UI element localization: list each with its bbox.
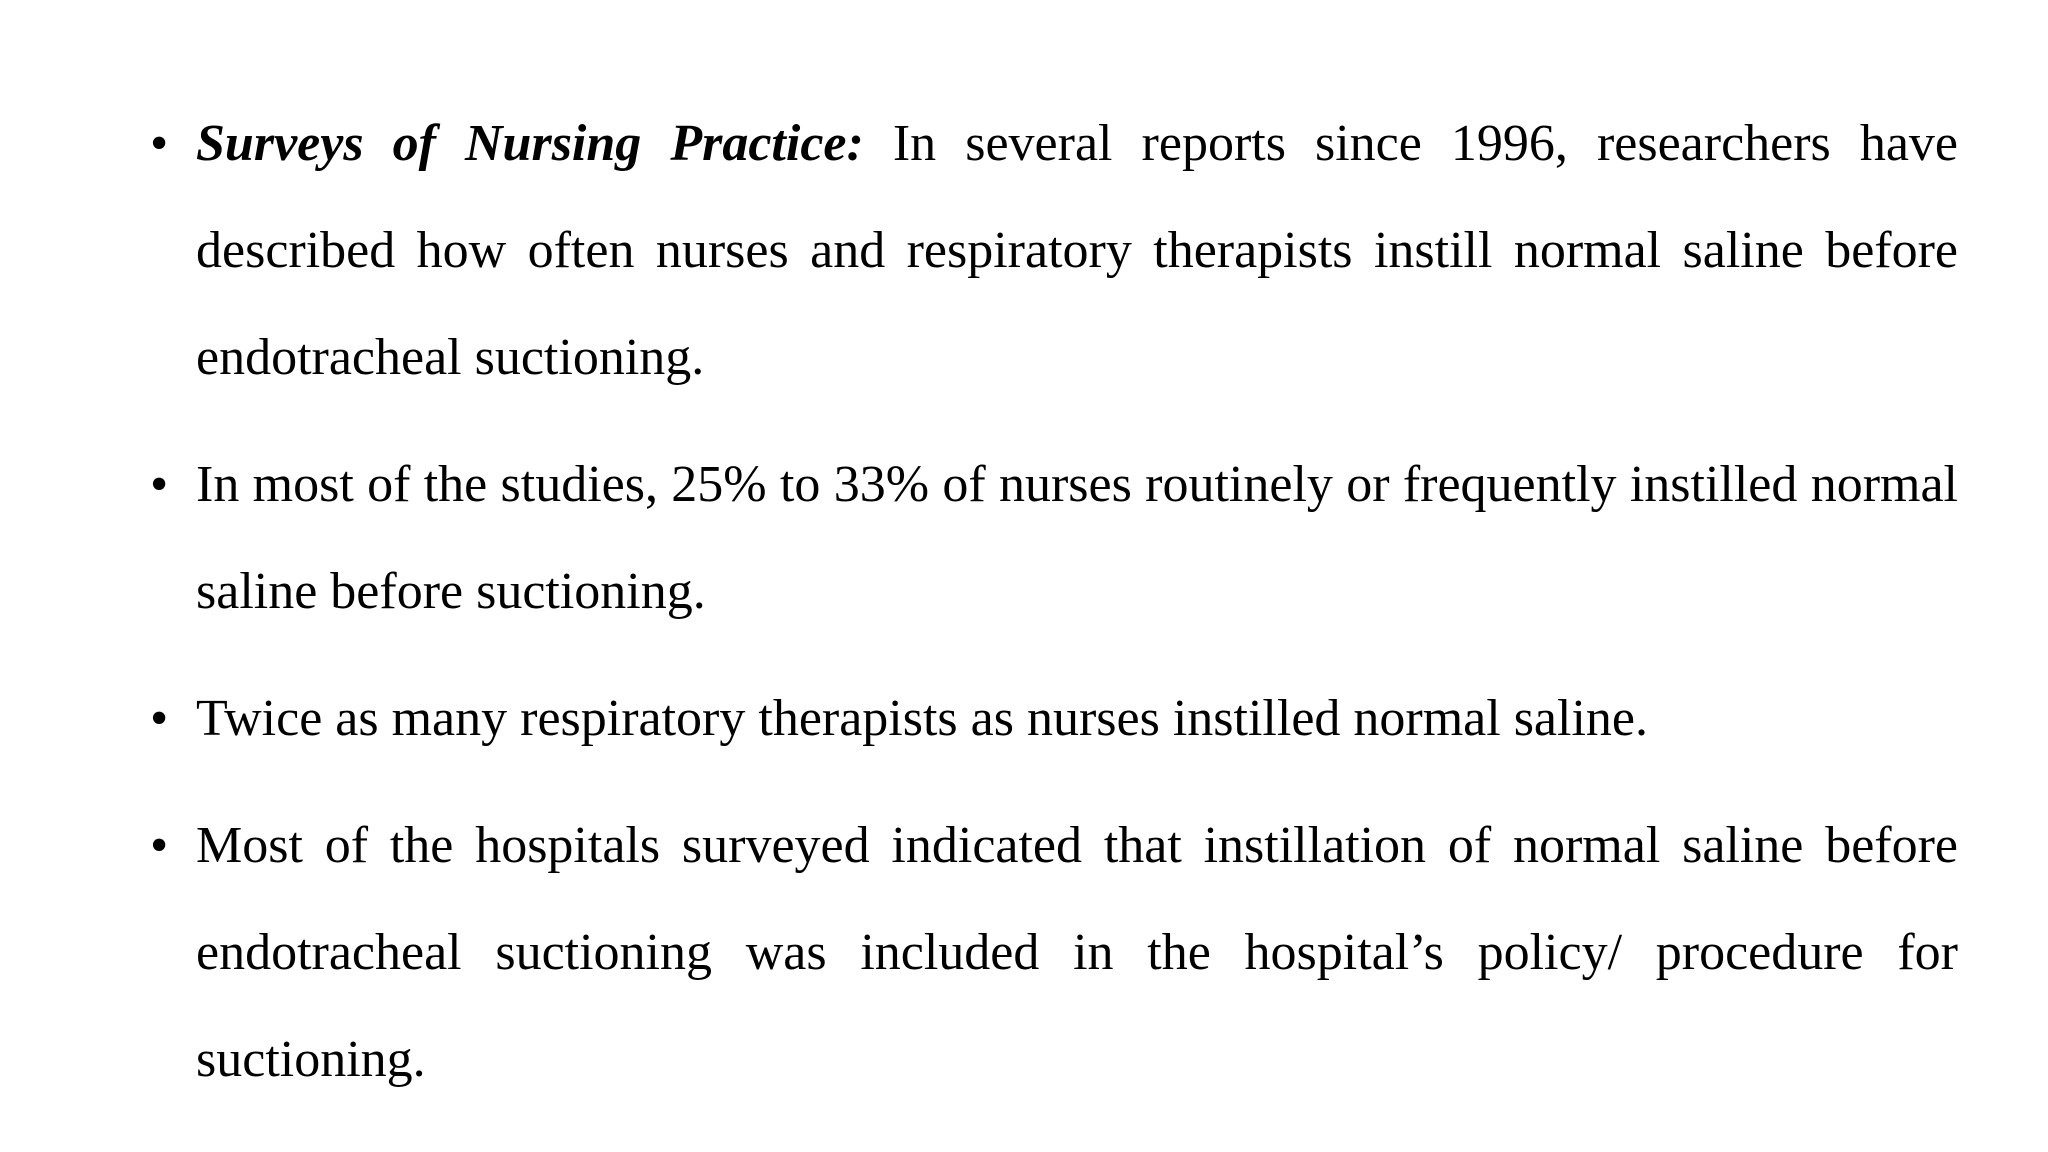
bullet-list bbox=[150, 90, 1958, 1113]
bullet-text: Twice as many respiratory therapists as nurses instilled normal saline. bbox=[196, 690, 1648, 747]
bullet-item-therapists bbox=[150, 665, 1958, 772]
bullet-item-surveys bbox=[150, 90, 1958, 411]
bullet-marker: • bbox=[150, 817, 169, 874]
bullet-item-studies bbox=[150, 431, 1958, 645]
bullet-marker: • bbox=[150, 115, 169, 172]
bullet-text: In most of the studies, 25% to 33% of nurses routinely or frequently instilled normal saline before suctioning. bbox=[196, 456, 1958, 620]
bullet-marker: • bbox=[150, 690, 169, 747]
bullet-text: In several reports since 1996, researchers have described how often nurses and respiratory therapists instill normal saline before endotracheal suctioning. bbox=[196, 115, 1958, 386]
bullet-marker: • bbox=[150, 456, 169, 513]
bullet-heading: Surveys of Nursing Practice: bbox=[196, 115, 864, 172]
bullet-item-hospitals bbox=[150, 792, 1958, 1113]
bullet-text: Most of the hospitals surveyed indicated that instillation of normal saline before endotracheal suctioning was included in the hospital’s policy/ procedure for suctioning. bbox=[196, 817, 1958, 1088]
